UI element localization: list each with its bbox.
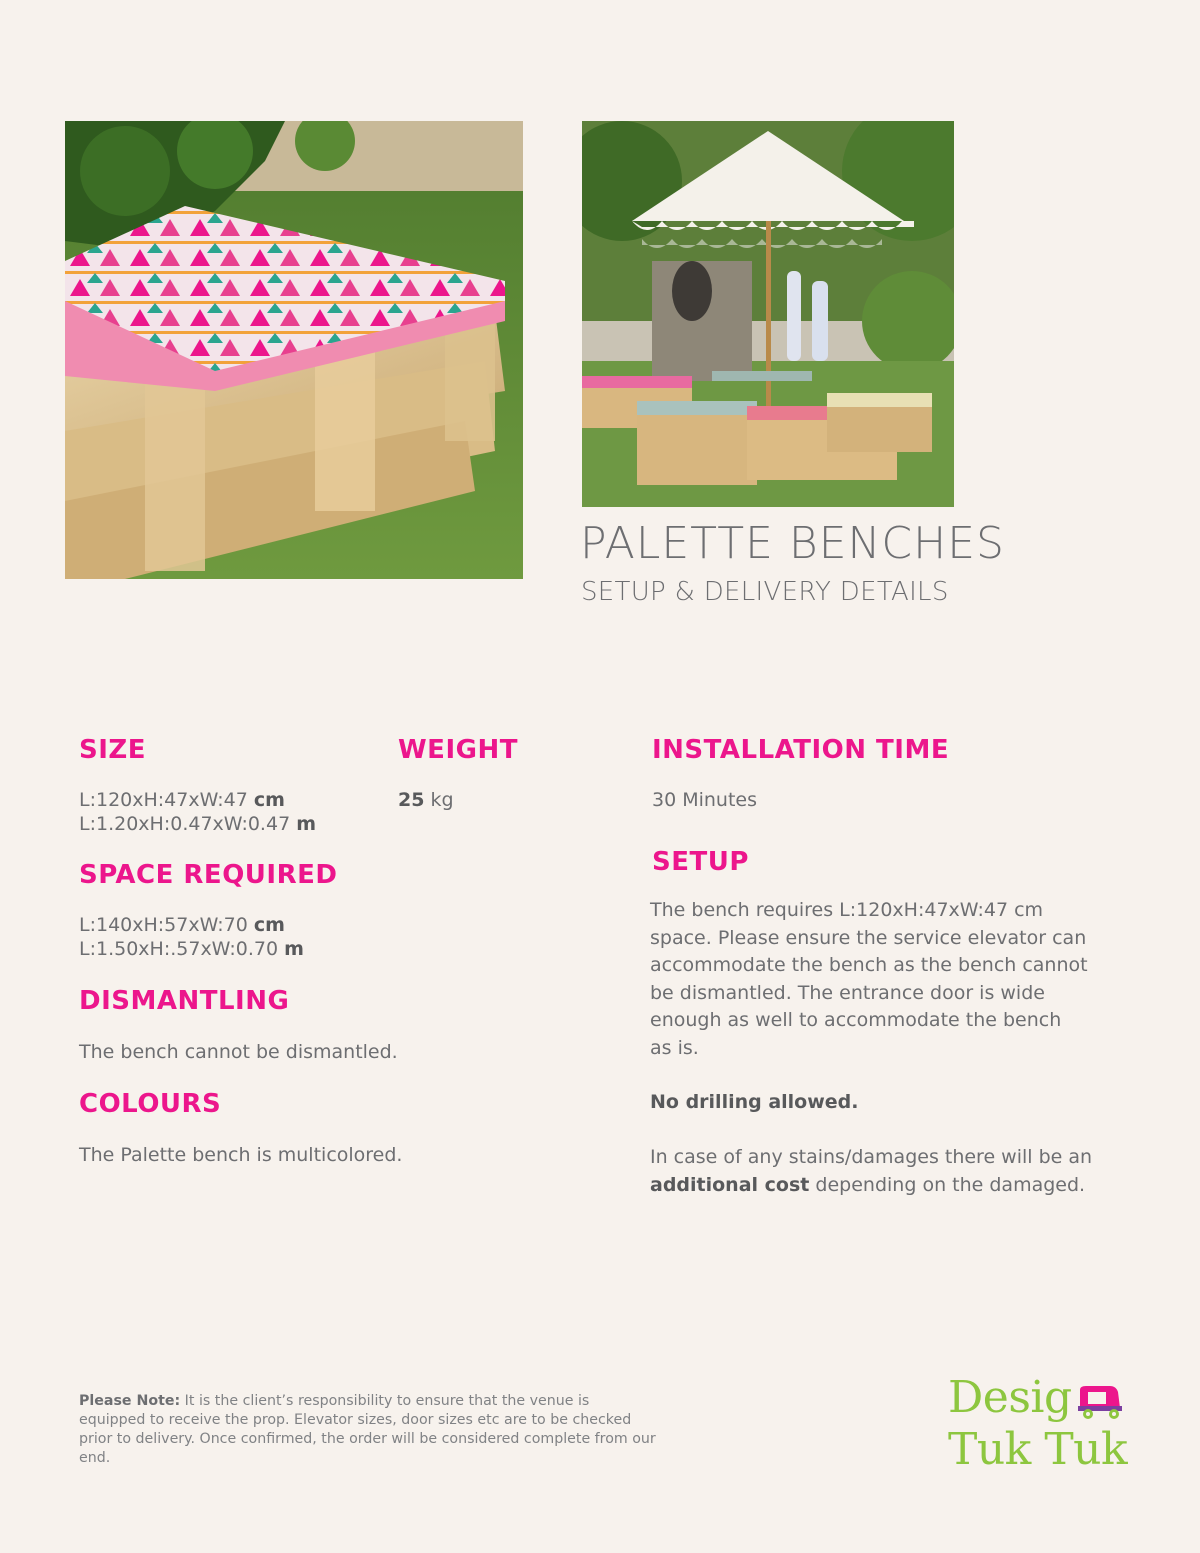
design-tuk-tuk-logo (948, 1372, 1138, 1475)
weight-value: 25 kg (398, 789, 454, 811)
space-heading: SPACE REQUIRED (79, 860, 338, 890)
size-line-cm: L:120xH:47xW:47 cm (79, 789, 285, 811)
size-values (79, 788, 316, 836)
size-heading: SIZE (79, 735, 147, 765)
installation-value: 30 Minutes (652, 789, 758, 811)
space-values (79, 913, 304, 961)
installation-heading: INSTALLATION TIME (652, 735, 950, 765)
logo-line-1: Desig (948, 1372, 1072, 1423)
space-line-cm: L:140xH:57xW:70 cm (79, 914, 285, 936)
weight-heading: WEIGHT (398, 735, 518, 765)
page-title: PALETTE BENCHES (580, 518, 1005, 569)
colours-heading: COLOURS (79, 1089, 222, 1119)
damage-note: In case of any stains/damages there will be an additional cost depending on the damaged. (650, 1146, 1093, 1196)
space-line-m: L:1.50xH:.57xW:0.70 m (79, 938, 304, 960)
size-line-m: L:1.20xH:0.47xW:0.47 m (79, 813, 317, 835)
logo-line-2: Tuk Tuk (948, 1424, 1128, 1475)
dismantling-text: The bench cannot be dismantled. (79, 1041, 398, 1063)
no-drilling-note: No drilling allowed. (650, 1091, 859, 1113)
dismantling-heading: DISMANTLING (79, 986, 290, 1016)
page-subtitle: SETUP & DELIVERY DETAILS (581, 577, 949, 607)
tuk-tuk-icon (1076, 1384, 1124, 1424)
umbrella-setup-photo (582, 121, 954, 507)
bench-photo (65, 121, 523, 579)
colours-text: The Palette bench is multicolored. (79, 1144, 403, 1166)
setup-heading: SETUP (652, 847, 749, 877)
please-note: Please Note: It is the client’s responsibility to ensure that the venue is equipped to receive the prop. Elevator sizes, door sizes etc are to be checked prior to delivery. Once confirmed, the order will be considered complete from our end. (79, 1393, 656, 1466)
setup-paragraph: The bench requires L:120xH:47xW:47 cm space. Please ensure the service elevator can accommodate the bench as the bench cannot be dismantled. The entrance door is wide enough as well to accommodate the bench as is. (650, 899, 1088, 1059)
